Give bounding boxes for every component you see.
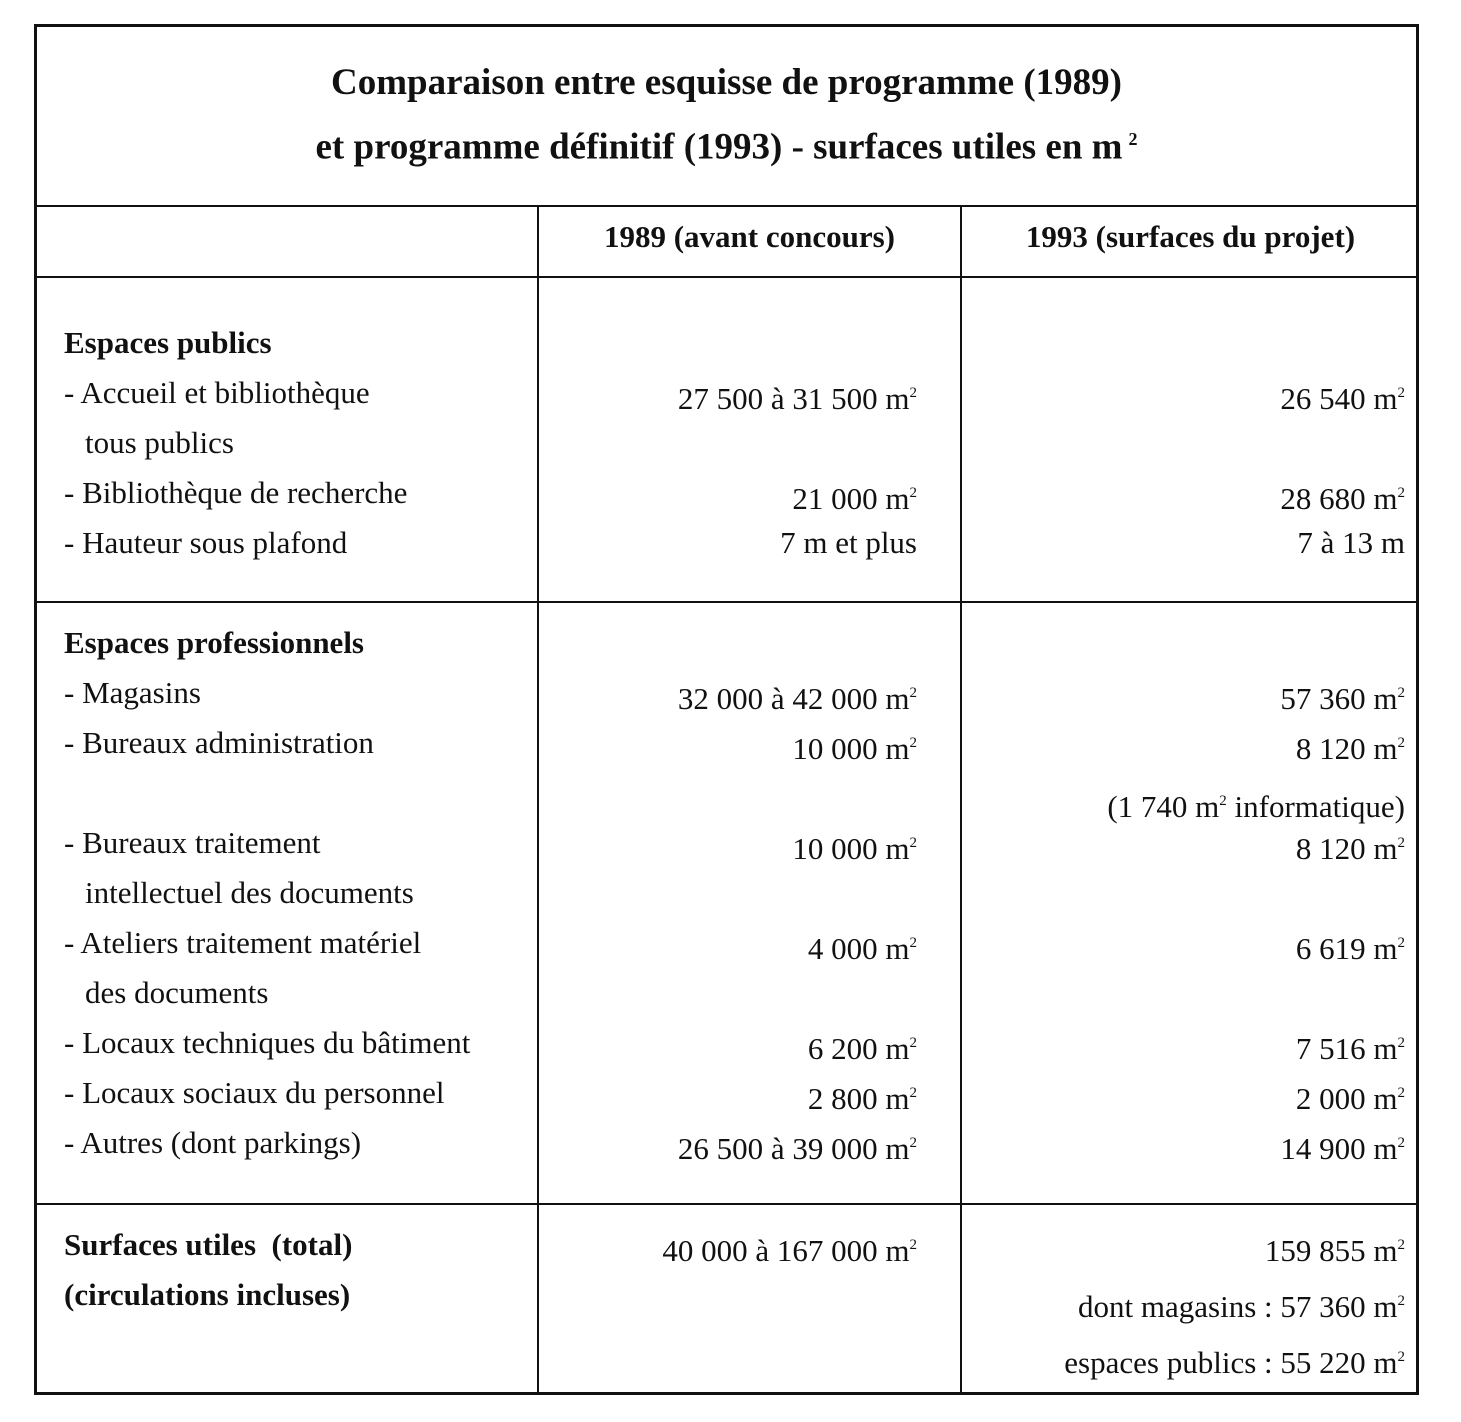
- value-1989-ateliers: 4 000 $m^2$: [807, 931, 917, 966]
- total-publics-note: espaces publics : 55 220 $m^2$: [1064, 1345, 1405, 1380]
- value-1993-bureaux-traitement: 8 120 $m^2$: [1295, 831, 1405, 866]
- value-1993-locaux-techniques: 7 516 $m^2$: [1295, 1031, 1405, 1066]
- value-1989-bureaux-traitement: 10 000 $m^2$: [792, 831, 917, 866]
- header-top-rule: [37, 205, 1419, 207]
- column-rule-1: [537, 205, 539, 1395]
- column-rule-2: [960, 205, 962, 1395]
- value-1989-accueil: 27 500 à 31 500 $m^2$: [677, 381, 917, 416]
- column-header-1989: 1989 (avant concours): [603, 219, 896, 254]
- row-label-bureaux-admin: - Bureaux administration: [64, 725, 374, 760]
- value-1989-magasins: 32 000 à 42 000 $m^2$: [677, 681, 917, 716]
- title-line-2: et programme définitif (1993) - surfaces utiles en m $^2$: [315, 126, 1138, 168]
- value-1993-bureaux-admin: 8 120 $m^2$ (1 740 $m^2$ informatique): [1107, 718, 1405, 832]
- section-heading-publics: Espaces publics: [64, 325, 272, 360]
- row-label-autres: - Autres (dont parkings): [64, 1125, 362, 1160]
- value-1989-locaux-sociaux: 2 800 $m^2$: [807, 1081, 917, 1116]
- row-label-bureaux-traitement: - Bureaux traitement intellectuel des documents: [64, 825, 414, 910]
- section-heading-professionnels: Espaces professionnels: [64, 625, 364, 660]
- title-line-1: Comparaison entre esquisse de programme (1989): [331, 62, 1122, 103]
- row-label-accueil: - Accueil et bibliothèque tous publics: [64, 375, 370, 460]
- row-label-ateliers: - Ateliers traitement matériel des documents: [64, 925, 422, 1010]
- value-1993-accueil: 26 540 $m^2$: [1280, 381, 1405, 416]
- value-1993-hauteur: 7 à 13 m: [1297, 525, 1405, 560]
- section-rule-2: [37, 1203, 1419, 1205]
- value-1989-hauteur: 7 m et plus: [780, 525, 917, 560]
- value-1993-total: 159 855 $m^2$ dont magasins : 57 360 $m^2$ espaces publics : 55 220 $m^2$: [1064, 1220, 1405, 1388]
- row-label-locaux-techniques: - Locaux techniques du bâtiment: [64, 1025, 471, 1060]
- row-label-locaux-sociaux: - Locaux sociaux du personnel: [64, 1075, 445, 1110]
- row-label-magasins: - Magasins: [64, 675, 201, 710]
- value-1989-bureaux-admin: 10 000 $m^2$: [792, 731, 917, 766]
- section-rule-1: [37, 601, 1419, 603]
- value-1989-recherche: 21 000 $m^2$: [792, 481, 917, 516]
- value-1993-ateliers: 6 619 $m^2$: [1295, 931, 1405, 966]
- value-1993-magasins: 57 360 $m^2$: [1280, 681, 1405, 716]
- note-informatique: (1 740 $m^2$ informatique): [1107, 789, 1405, 824]
- table-title: [37, 55, 1416, 175]
- value-1989-locaux-techniques: 6 200 $m^2$: [807, 1031, 917, 1066]
- row-label-recherche: - Bibliothèque de recherche: [64, 475, 408, 510]
- value-1989-total: 40 000 à 167 000 $m^2$: [662, 1233, 917, 1268]
- column-header-1993: 1993 (surfaces du projet): [1025, 219, 1356, 254]
- row-label-total: Surfaces utiles (total) (circulations incluses): [64, 1227, 353, 1312]
- total-magasins-note: dont magasins : 57 360 $m^2$: [1078, 1289, 1405, 1324]
- row-label-hauteur: - Hauteur sous plafond: [64, 525, 348, 560]
- value-1993-recherche: 28 680 $m^2$: [1280, 481, 1405, 516]
- header-bottom-rule: [37, 276, 1419, 278]
- value-1993-autres: 14 900 $m^2$: [1280, 1131, 1405, 1166]
- value-1989-autres: 26 500 à 39 000 $m^2$: [677, 1131, 917, 1166]
- value-1993-locaux-sociaux: 2 000 $m^2$: [1295, 1081, 1405, 1116]
